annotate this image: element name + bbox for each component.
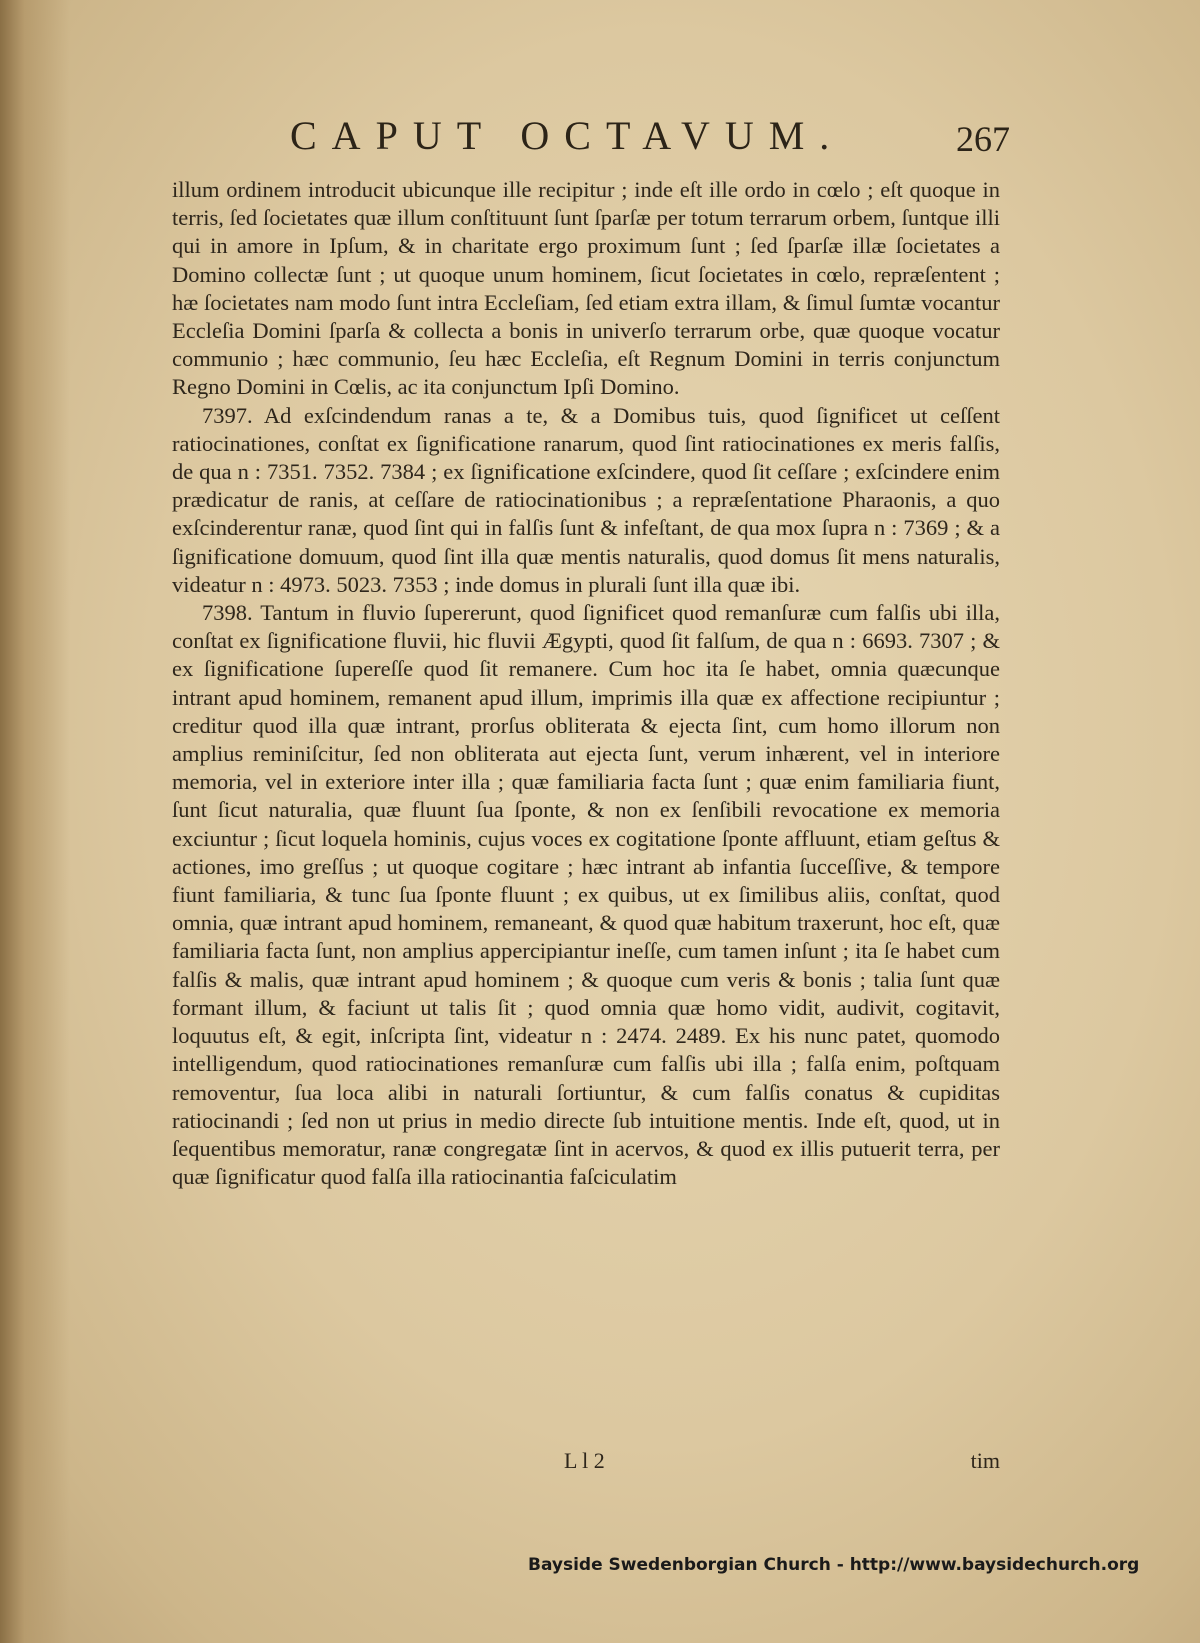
page-footer bbox=[172, 1448, 1000, 1478]
paragraph-continuation: illum ordinem introducit ubicunque ille recipitur ; inde eſt ille ordo in cœlo ; eſt quoque in terris, ſed ſocietates quæ illum conſtituunt ſunt ſparſæ per totum terrarum orbem, ſuntque illi qui in amore in Ipſum, & in charitate ergo proximum ſunt ; ſed ſparſæ illæ ſocietates a Domino collectæ ſunt ; ut quoque unum hominem, ſicut ſocietates in cœlo, repræſentent ; hæ ſocietates nam modo ſunt intra Eccleſiam, ſed etiam extra illam, & ſimul ſumtæ vocantur Eccleſia Domini ſparſa & collecta a bonis in univerſo terrarum orbe, quæ quoque vocatur communio ; hæc communio, ſeu hæc Eccleſia, eſt Regnum Domini in terris conjunctum Regno Domini in Cœlis, ac ita conjunctum Ipſi Domino. bbox=[172, 177, 1000, 400]
signature-mark: L l 2 bbox=[564, 1448, 605, 1473]
paragraph-7397: 7397. Ad exſcindendum ranas a te, & a Domibus tuis, quod ſignificet ut ceſſent ratiocinationes, conſtat ex ſignificatione ranarum, quod ſint ratiocinationes ex meris falſis, de qua n : 7351. 7352. 7384 ; ex ſignificatione exſcindere, quod ſit ceſſare ; exſcindere enim prædicatur de ranis, at ceſſare de ratiocinationibus ; a repræſentatione Pharaonis, a quo exſcinderentur ranæ, quod ſint qui in falſis ſunt & infeſtant, de qua mox ſupra n : 7369 ; & a ſignificatione domuum, quod ſint illa quæ mentis naturalis, quod domus ſit mens naturalis, videatur n : 4973. 5023. 7353 ; inde domus in plurali ſunt illa quæ ibi. bbox=[172, 402, 1000, 597]
running-head: CAPUT OCTAVUM. bbox=[290, 113, 845, 158]
page-header bbox=[170, 112, 1010, 172]
page-number: 267 bbox=[956, 119, 1010, 159]
catchword: tim bbox=[970, 1448, 1000, 1473]
paragraph-7398: 7398. Tantum in fluvio ſupererunt, quod ſignificet quod remanſuræ cum falſis ubi illa, conſtat ex ſignificatione fluvii, hic fluvii Ægypti, quod ſit falſum, de qua n : 6693. 7307 ; & ex ſignificatione ſupereſſe quod ſit remanere. Cum hoc ita ſe habet, omnia quæcunque intrant apud hominem, remanent apud illum, imprimis illa quæ ex affectione recipiuntur ; creditur quod illa quæ intrant, prorſus obliterata & ejecta ſint, cum homo illorum non amplius reminiſcitur, ſed non obliterata aut ejecta ſunt, verum inhærent, vel in interiore memoria, vel in exteriore inter illa ; quæ familiaria facta ſunt ; quæ enim familiaria fiunt, ſunt ſicut naturalia, quæ fluunt ſua ſponte, & non ex ſenſibili revocatione ex memoria exciuntur ; ſicut loquela hominis, cujus voces ex cogitatione ſponte affluunt, etiam geſtus & actiones, imo greſſus ; ut quoque cogitare ; hæc intrant ab infantia ſucceſſive, & tempore fiunt familiaria, & tunc ſua ſponte fluunt ; ex quibus, ut ex ſimilibus aliis, conſtat, quod omnia, quæ intrant apud hominem, remaneant, & quod quæ habitum traxerunt, hoc eſt, quæ familiaria facta ſunt, non amplius appercipiantur ineſſe, cum tamen inſunt ; ita ſe habet cum falſis & malis, quæ intrant apud hominem ; & quoque cum veris & bonis ; talia ſunt quæ formant illum, & faciunt ut talis ſit ; quod omnia quæ homo vidit, audivit, cogitavit, loquutus eſt, & egit, inſcripta ſint, videatur n : 2474. 2489. Ex his nunc patet, quomodo intelligendum, quod ratiocinationes remanſuræ cum falſis ubi illa ; falſa enim, poſtquam removentur, ſua loca alibi in naturali ſortiuntur, & cum falſis conatus & cupiditas ratiocinandi ; ſed non ut prius in medio directe ſub intuitione mentis. Inde eſt, quod, ut in ſequentibus memoratur, ranæ congregatæ ſint in acervos, & quod ex illis putuerit terra, per quæ ſignificatur quod falſa illa ratiocinantia faſciculatim bbox=[172, 600, 1000, 1190]
source-watermark: Bayside Swedenborgian Church - http://www.baysidechurch.org bbox=[528, 1555, 1140, 1575]
page-gutter-shadow bbox=[0, 0, 70, 1643]
body-text bbox=[172, 176, 1000, 1191]
